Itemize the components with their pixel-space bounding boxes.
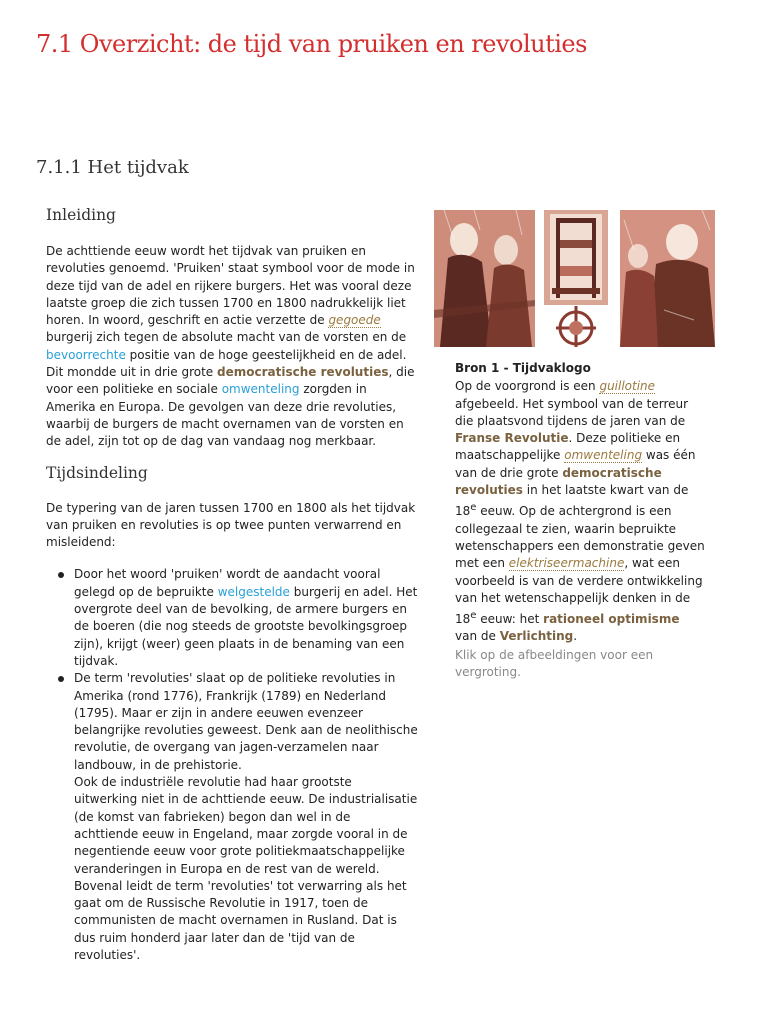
tijdsindeling-heading: Tijdsindeling [46, 463, 148, 482]
bullet-icon [58, 676, 64, 682]
engraving-illustration [434, 210, 715, 347]
term-guillotine[interactable]: guillotine [599, 379, 656, 394]
term-democratische-revoluties[interactable]: democratische revoluties [217, 365, 389, 380]
term-democratische-revoluties-caption[interactable]: democratische revoluties [455, 465, 662, 498]
tijdvaklogo-image[interactable] [434, 210, 715, 347]
enlarge-hint: Klik op de afbeeldingen voor een vergroting. [455, 647, 654, 680]
term-elektriseermachine[interactable]: elektriseermachine [508, 556, 625, 571]
caption-text: Op de voorgrond is een guillotine afgebeeld. Het symbool van de terreur die plaatsvond tijdens de jaren van de Franse Revolutie. Deze politieke en maatschappelijke omwenteling was één van de drie grote democratische revoluties in het laatste kwart van de 18e eeuw. Op de achtergrond is een collegezaal te zien, waarin bepruikte wetenschappers een demonstratie geven met een elektriseermachine, wat een voorbeeld is van de verdere ontwikkeling van het wetenschappelijk denken in de 18e eeuw: het rationeel optimisme van de Verlichting. [455, 379, 705, 644]
intro-paragraph-2: Dit mondde uit in drie grote democratische revoluties, die voor een politieke en sociale omwenteling zorgden in Amerika en Europa. De gevolgen van deze drie revoluties, waarbij de burgers de macht overnamen van de vorsten en de adel, zijn tot op de dag van vandaag nog merkbaar. [46, 365, 415, 449]
list-item: Door het woord 'pruiken' wordt de aandacht vooral gelegd op de bepruikte welgestelde burgerij en adel. Het overgrote deel van de bevolking, de armere burgers en de boeren (die nog steeds de grootste bevolkingsgroep zijn), krijgt (weer) geen plaats in de benaming van een tijdvak. [74, 566, 418, 670]
figure-caption [455, 360, 705, 681]
list-item: De term 'revoluties' slaat op de politieke revoluties in Amerika (rond 1776), Frankrijk (1789) en Nederland (1795). Maar er zijn in andere eeuwen evenzeer belangrijke revoluties geweest. Denk aan de neolithische revolutie, de overgang van jagen-verzamelen naar landbouw, in de prehistorie. Ook de industriële revolutie had haar grootste uitwerking niet in de achttiende eeuw. De industrialisatie (de komst van fabrieken) begon dan wel in de achttiende eeuw in Engeland, maar zorgde vooral in de negentiende eeuw voor grote politiekmaatschappelijke veranderingen in Europa en de rest van de wereld. Bovenal leidt de term 'revoluties' tot verwarring als het gaat om de Russische Revolutie in 1917, toen de communisten de macht overnamen in Rusland. Dat is dus ruim honderd jaar later dan de 'tijd van de revoluties'. [74, 670, 418, 964]
term-omwenteling[interactable]: omwenteling [221, 382, 300, 397]
caption-heading: Bron 1 - Tijdvaklogo [455, 361, 591, 375]
tijdsindeling-list [74, 566, 418, 964]
term-rationeel-optimisme[interactable]: rationeel optimisme [543, 612, 680, 627]
term-verlichting[interactable]: Verlichting [499, 629, 574, 644]
term-franse-revolutie[interactable]: Franse Revolutie [455, 431, 569, 446]
main-content [46, 206, 418, 964]
intro-heading: Inleiding [46, 206, 116, 224]
term-omwenteling-caption[interactable]: omwenteling [564, 448, 643, 463]
term-gegoede[interactable]: gegoede [328, 313, 381, 328]
tijdsindeling-paragraph: De typering van de jaren tussen 1700 en 1800 als het tijdvak van pruiken en revoluties is op twee punten verwarrend en misleidend: [46, 500, 416, 550]
chapter-title: 7.1 Overzicht: de tijd van pruiken en revoluties [36, 30, 587, 58]
term-welgestelde[interactable]: welgestelde [217, 584, 290, 599]
intro-paragraph-1: De achttiende eeuw wordt het tijdvak van pruiken en revoluties genoemd. 'Pruiken' staat symbool voor de mode in deze tijd van de adel en rijkere burgers. Het was vooral deze laatste groep die zich tussen 1700 en 1800 nadrukkelijk liet horen. In woord, geschrift en actie verzette de gegoede burgerij zich tegen de absolute macht van de vorsten en de bevoorrechte positie van de hoge geestelijkheid en de adel. [46, 244, 415, 362]
section-title: 7.1.1 Het tijdvak [36, 157, 189, 178]
term-bevoorrechte[interactable]: bevoorrechte [46, 347, 126, 362]
bullet-icon [58, 572, 64, 578]
